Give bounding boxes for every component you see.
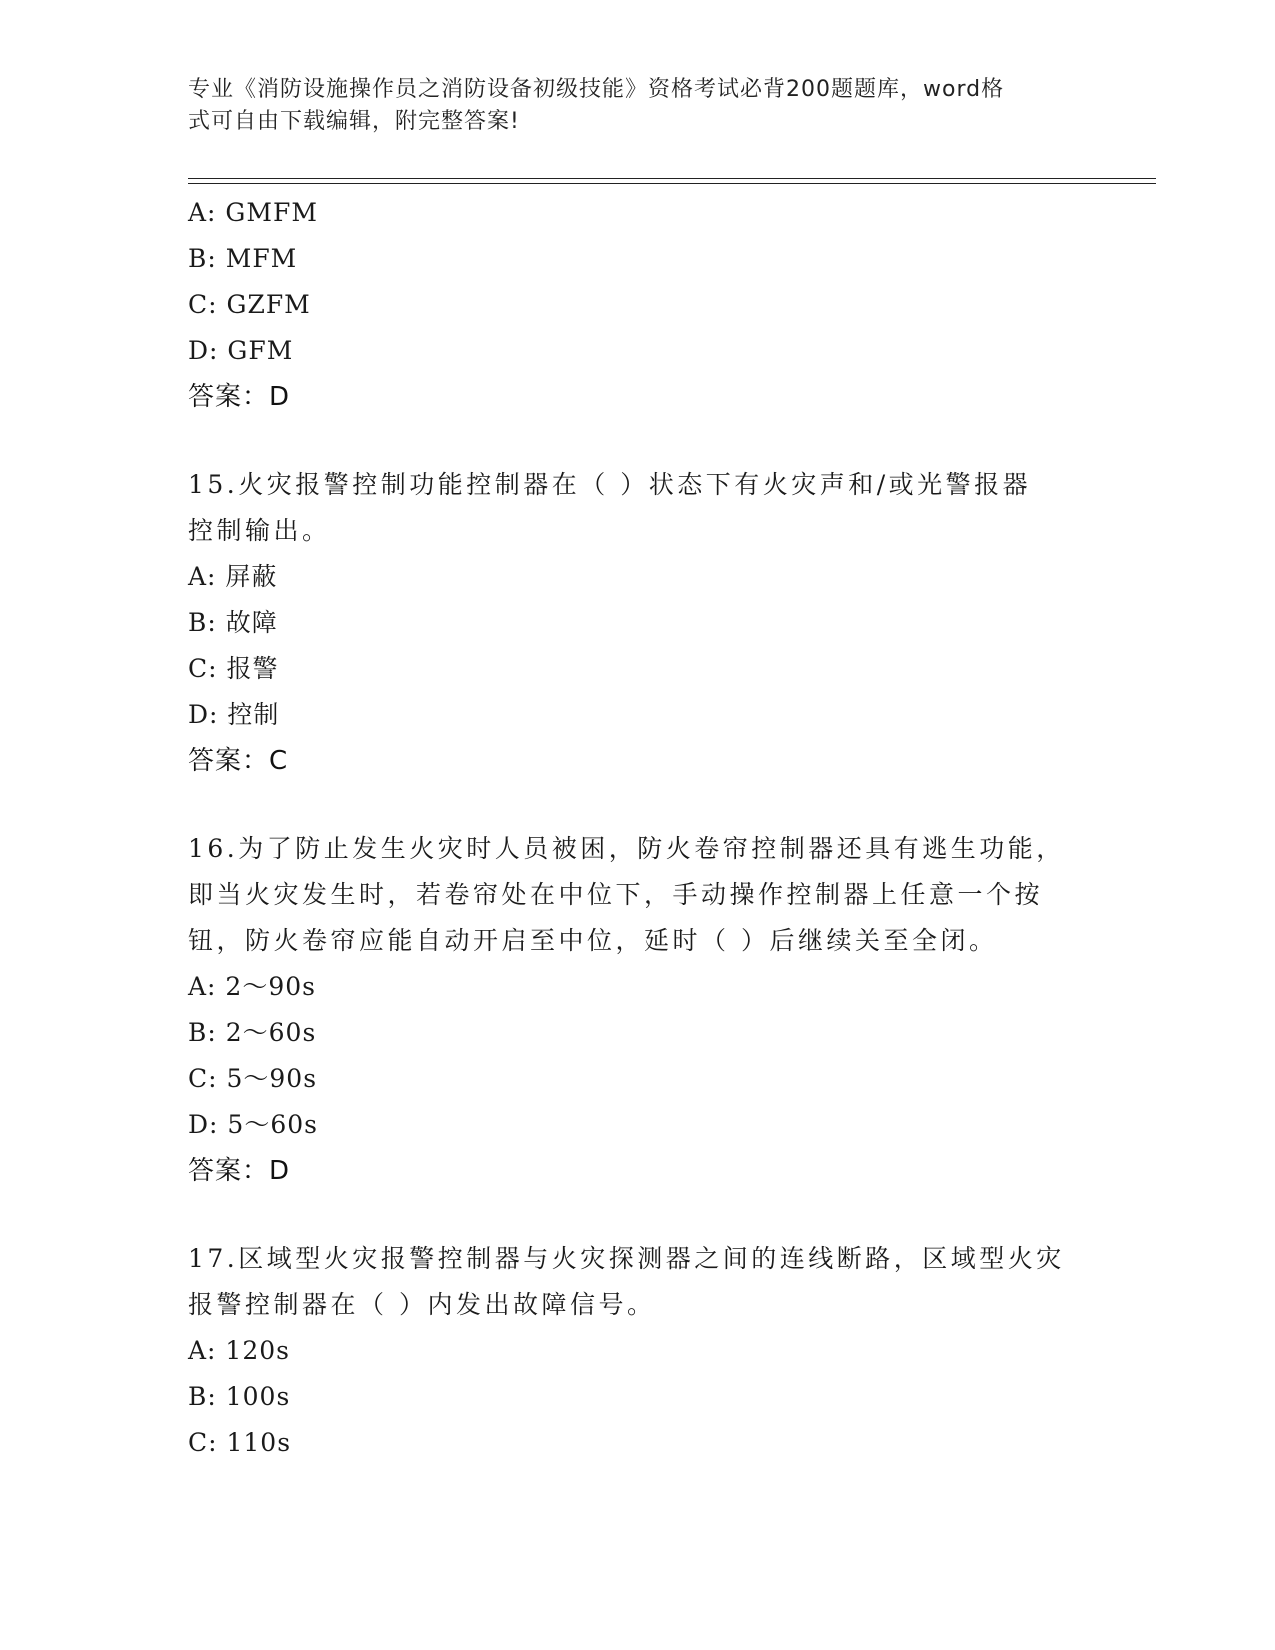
answer-line: 答案：D: [188, 1156, 291, 1186]
question-content: [188, 190, 1088, 1466]
option-c: C: 5～90s: [188, 1064, 318, 1093]
question-17-block: [188, 1236, 1088, 1466]
option-a: A: 120s: [188, 1336, 290, 1365]
option-d: D: 5～60s: [188, 1110, 318, 1139]
option-c: C: GZFM: [188, 290, 311, 319]
answer-line: 答案：D: [188, 382, 291, 412]
header-line-1: 专业《消防设施操作员之消防设备初级技能》资格考试必背200题题库，word格: [188, 77, 1005, 102]
option-d: D: GFM: [188, 336, 294, 365]
option-b: B: 故障: [188, 608, 278, 637]
option-a: A: 屏蔽: [188, 562, 278, 591]
question-15-block: [188, 462, 1088, 784]
option-b: B: 2～60s: [188, 1018, 317, 1047]
question-stem: [188, 826, 1088, 964]
option-a: A: 2～90s: [188, 972, 316, 1001]
header-divider: [188, 178, 1156, 184]
document-header: [188, 74, 1068, 138]
option-a: A: GMFM: [188, 198, 318, 227]
stem-line: 钮，防火卷帘应能自动开启至中位，延时（ ）后继续关至全闭。: [188, 926, 998, 955]
question-stem: [188, 1236, 1088, 1328]
question-stem: [188, 462, 1088, 554]
stem-line: 即当火灾发生时，若卷帘处在中位下，手动操作控制器上任意一个按: [188, 880, 1044, 909]
stem-line: 17.区域型火灾报警控制器与火灾探测器之间的连线断路，区域型火灾: [188, 1244, 1065, 1273]
stem-line: 控制输出。: [188, 516, 331, 545]
prev-question-block: [188, 190, 1088, 420]
stem-line: 16.为了防止发生火灾时人员被困，防火卷帘控制器还具有逃生功能，: [188, 834, 1065, 863]
option-c: C: 110s: [188, 1428, 292, 1457]
answer-line: 答案：C: [188, 746, 289, 776]
option-d: D: 控制: [188, 700, 280, 729]
option-b: B: MFM: [188, 244, 298, 273]
option-c: C: 报警: [188, 654, 279, 683]
option-b: B: 100s: [188, 1382, 291, 1411]
stem-line: 15.火灾报警控制功能控制器在（ ）状态下有火灾声和/或光警报器: [188, 470, 1032, 499]
question-16-block: [188, 826, 1088, 1194]
stem-line: 报警控制器在（ ）内发出故障信号。: [188, 1290, 656, 1319]
header-line-2: 式可自由下载编辑，附完整答案!: [188, 109, 520, 134]
